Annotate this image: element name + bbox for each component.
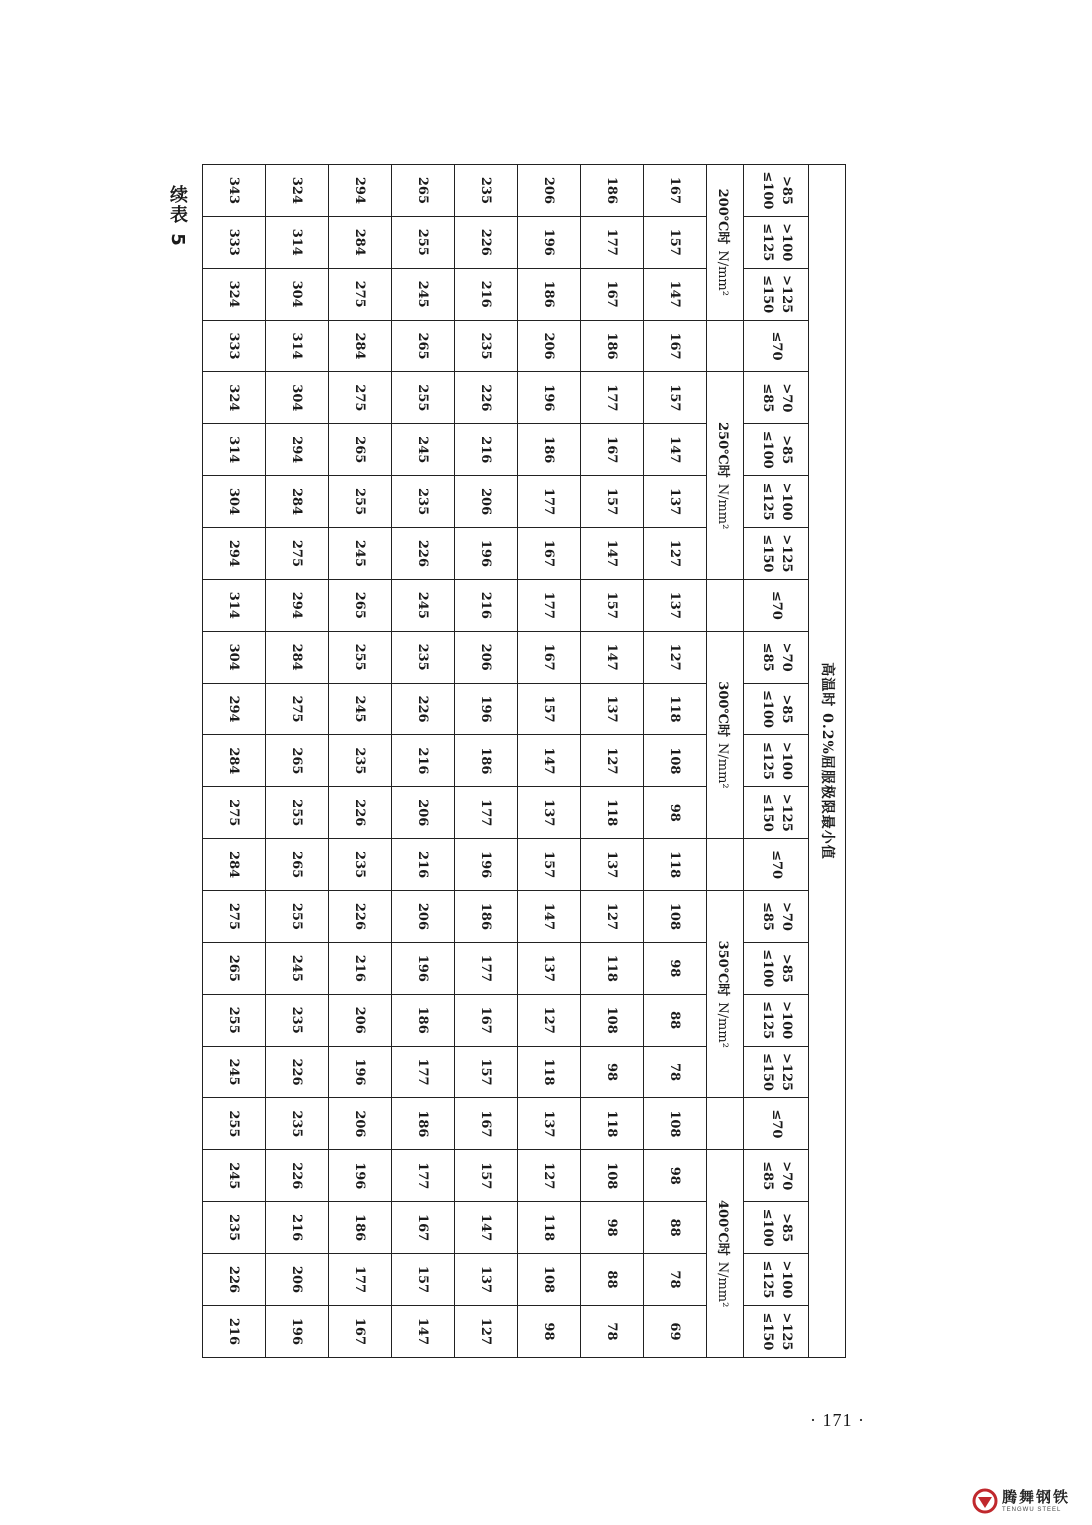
table-cell: 255: [392, 216, 455, 268]
table-cell: 108: [581, 1150, 644, 1202]
table-cell: 118: [644, 683, 707, 735]
range-lower-bound: >85: [778, 1213, 794, 1243]
range-lower-bound: >100: [778, 1260, 794, 1299]
table-cell: 167: [455, 1098, 518, 1150]
table-cell: 265: [329, 579, 392, 631]
watermark: [972, 1488, 1070, 1514]
table-cell: 275: [203, 787, 266, 839]
thickness-range-header: [744, 268, 809, 320]
table-cell: 118: [518, 1202, 581, 1254]
table-cell: 235: [329, 839, 392, 891]
range-upper-bound: ≤125: [760, 223, 775, 262]
table-cell: 108: [581, 994, 644, 1046]
table-cell: 206: [266, 1254, 329, 1306]
table-cell: 216: [455, 579, 518, 631]
range-lower-bound: >70: [778, 1161, 794, 1191]
table-body: [203, 165, 707, 1358]
table-cell: 265: [266, 735, 329, 787]
table-cell: 226: [329, 787, 392, 839]
range-lower-bound: >125: [778, 1312, 794, 1351]
table-cell: 177: [518, 476, 581, 528]
table-cell: 333: [203, 320, 266, 372]
range-upper-bound: ≤85: [760, 383, 775, 413]
table-cell: 186: [518, 268, 581, 320]
table-cell: 98: [644, 787, 707, 839]
table-cell: 137: [644, 476, 707, 528]
table-cell: 167: [644, 320, 707, 372]
table-cell: 196: [518, 372, 581, 424]
table-cell: 147: [518, 891, 581, 943]
table-cell: 216: [329, 942, 392, 994]
table-cell: 235: [266, 994, 329, 1046]
table-cell: 255: [329, 631, 392, 683]
table-cell: 137: [518, 787, 581, 839]
table-cell: 147: [581, 631, 644, 683]
table-cell: 186: [392, 994, 455, 1046]
table-cell: 167: [518, 631, 581, 683]
table-cell: 147: [581, 528, 644, 580]
thickness-range-header: [744, 1202, 809, 1254]
thickness-range-header: [744, 320, 809, 372]
table-cell: 304: [266, 372, 329, 424]
table-cell: 284: [203, 839, 266, 891]
table-cell: 137: [518, 1098, 581, 1150]
temperature-label: 350℃时: [715, 940, 731, 997]
table-cell: 167: [581, 424, 644, 476]
table-cell: 284: [329, 320, 392, 372]
table-cell: 226: [203, 1254, 266, 1306]
table-cell: 226: [266, 1046, 329, 1098]
table-cell: 245: [203, 1150, 266, 1202]
table-cell: 314: [203, 424, 266, 476]
table-cell: 127: [644, 528, 707, 580]
table-cell: 275: [329, 268, 392, 320]
range-upper-bound: ≤100: [760, 949, 775, 988]
temperature-group-header: [707, 165, 744, 321]
table-cell: 186: [455, 735, 518, 787]
table-cell: 255: [203, 1098, 266, 1150]
range-upper-bound: ≤100: [760, 1208, 775, 1247]
table-cell: 186: [329, 1202, 392, 1254]
table-cell: 167: [455, 994, 518, 1046]
table-cell: 167: [392, 1202, 455, 1254]
table-cell: 235: [266, 1098, 329, 1150]
table-cell: 118: [518, 1046, 581, 1098]
thickness-range-header: [744, 424, 809, 476]
table-cell: 118: [581, 787, 644, 839]
table-cell: 177: [455, 942, 518, 994]
unit-label: N/mm²: [715, 1002, 731, 1048]
table-cell: 196: [266, 1305, 329, 1357]
table-cell: 314: [203, 579, 266, 631]
range-upper-bound: ≤125: [760, 482, 775, 521]
table-cell: 206: [329, 1098, 392, 1150]
range-upper-bound: ≤150: [760, 275, 775, 314]
table-cell: 245: [329, 683, 392, 735]
range-lower-bound: >85: [778, 953, 794, 983]
unit-label: N/mm²: [715, 1261, 731, 1308]
table-cell: 127: [455, 1305, 518, 1357]
table-cell: 137: [518, 942, 581, 994]
table-cell: 216: [455, 424, 518, 476]
table-cell: 177: [455, 787, 518, 839]
table-cell: 98: [518, 1305, 581, 1357]
table-cell: 226: [455, 372, 518, 424]
temperature-group-header: [707, 1098, 744, 1150]
table-cell: 294: [266, 424, 329, 476]
range-upper-bound: ≤85: [760, 1161, 775, 1191]
range-lower-bound: >125: [778, 793, 794, 832]
table-cell: 118: [581, 942, 644, 994]
thickness-range-header: [744, 1098, 809, 1150]
table-cell: 137: [455, 1254, 518, 1306]
thickness-range-header: [744, 735, 809, 787]
thickness-range-header: [744, 216, 809, 268]
range-upper-bound: ≤150: [760, 1053, 775, 1092]
table-cell: 255: [392, 372, 455, 424]
table-cell: 284: [329, 216, 392, 268]
temperature-group-header: [707, 1150, 744, 1358]
table-cell: 206: [455, 631, 518, 683]
thickness-range-row: [744, 165, 809, 1358]
table-cell: 226: [266, 1150, 329, 1202]
temperature-group-header: [707, 320, 744, 372]
table-cell: 265: [203, 942, 266, 994]
thickness-range-header: [744, 579, 809, 631]
temperature-label: 300℃时: [715, 681, 731, 737]
table-cell: 226: [392, 683, 455, 735]
unit-label: N/mm²: [715, 743, 731, 789]
range-upper-bound: ≤100: [760, 690, 775, 729]
thickness-range-header: [744, 1046, 809, 1098]
range-lower-bound: >100: [778, 1001, 794, 1040]
table-cell: 265: [392, 165, 455, 217]
watermark-text-en: TENGWU STEEL: [1002, 1506, 1062, 1513]
table-row: [329, 165, 392, 1358]
table-cell: 284: [266, 631, 329, 683]
thickness-range-header: [744, 1254, 809, 1306]
thickness-range-header: [744, 891, 809, 943]
table-cell: 108: [644, 735, 707, 787]
table-cell: 196: [518, 216, 581, 268]
table-cell: 78: [644, 1046, 707, 1098]
table-cell: 284: [203, 735, 266, 787]
range-lower-bound: >100: [778, 223, 794, 262]
table-cell: 314: [266, 320, 329, 372]
yield-strength-table-wrapper: [214, 164, 846, 1358]
table-cell: 157: [392, 1254, 455, 1306]
thickness-range-header: [744, 787, 809, 839]
table-cell: 284: [266, 476, 329, 528]
table-cell: 333: [203, 216, 266, 268]
table-cell: 108: [644, 1098, 707, 1150]
thickness-range-header: [744, 165, 809, 217]
table-cell: 196: [455, 528, 518, 580]
table-cell: 137: [581, 683, 644, 735]
table-cell: 304: [203, 476, 266, 528]
table-cell: 206: [392, 787, 455, 839]
temperature-group-header: [707, 579, 744, 631]
table-cell: 314: [266, 216, 329, 268]
table-cell: 206: [329, 994, 392, 1046]
temperature-group-header: [707, 891, 744, 1098]
thickness-range-header: [744, 631, 809, 683]
table-cell: 137: [581, 839, 644, 891]
table-cell: 235: [392, 631, 455, 683]
table-cell: 108: [644, 891, 707, 943]
table-cell: 186: [518, 424, 581, 476]
table-cell: 226: [392, 528, 455, 580]
table-cell: 98: [581, 1202, 644, 1254]
table-cell: 98: [644, 942, 707, 994]
thickness-range-header: [744, 942, 809, 994]
table-row: [455, 165, 518, 1358]
table-cell: 177: [581, 216, 644, 268]
table-cell: 196: [329, 1150, 392, 1202]
table-cell: 255: [203, 994, 266, 1046]
table-cell: 177: [581, 372, 644, 424]
table-cell: 177: [392, 1046, 455, 1098]
table-cell: 216: [392, 839, 455, 891]
table-cell: 245: [266, 942, 329, 994]
table-cell: 127: [644, 631, 707, 683]
table-cell: 245: [203, 1046, 266, 1098]
table-cell: 235: [329, 735, 392, 787]
table-cell: 88: [644, 1202, 707, 1254]
table-cell: 186: [581, 165, 644, 217]
table-cell: 235: [203, 1202, 266, 1254]
table-cell: 167: [581, 268, 644, 320]
table-cell: 196: [455, 683, 518, 735]
table-cell: 235: [455, 165, 518, 217]
range-lower-bound: >70: [778, 901, 794, 931]
range-upper-bound: ≤70: [769, 331, 785, 361]
table-cell: 167: [329, 1305, 392, 1357]
range-lower-bound: >85: [778, 175, 794, 205]
range-lower-bound: >85: [778, 435, 794, 465]
range-lower-bound: >100: [778, 741, 794, 780]
table-cell: 118: [581, 1098, 644, 1150]
table-cell: 294: [203, 683, 266, 735]
table-cell: 265: [266, 839, 329, 891]
table-cell: 235: [455, 320, 518, 372]
table-cell: 216: [266, 1202, 329, 1254]
table-title: 续表 5: [167, 185, 188, 248]
table-cell: 98: [581, 1046, 644, 1098]
thickness-range-header: [744, 1150, 809, 1202]
temperature-label: 250℃时: [715, 421, 731, 478]
table-cell: 245: [392, 579, 455, 631]
table-row: [644, 165, 707, 1358]
table-cell: 157: [455, 1046, 518, 1098]
table-cell: 206: [455, 476, 518, 528]
range-upper-bound: ≤125: [760, 1260, 775, 1299]
range-upper-bound: ≤70: [769, 850, 785, 880]
table-row: [266, 165, 329, 1358]
range-upper-bound: ≤150: [760, 1312, 775, 1351]
unit-label: N/mm²: [715, 250, 731, 296]
table-cell: 196: [455, 839, 518, 891]
table-cell: 127: [518, 994, 581, 1046]
range-lower-bound: >125: [778, 275, 794, 314]
table-cell: 196: [392, 942, 455, 994]
main-header-row: [809, 165, 846, 1358]
tengwu-logo-icon: [972, 1488, 998, 1514]
table-cell: 157: [518, 839, 581, 891]
temperature-label: 200℃时: [715, 188, 731, 245]
range-upper-bound: ≤125: [760, 1001, 775, 1040]
table-cell: 324: [266, 165, 329, 217]
table-cell: 167: [518, 528, 581, 580]
table-cell: 157: [518, 683, 581, 735]
table-cell: 157: [455, 1150, 518, 1202]
range-lower-bound: >70: [778, 642, 794, 672]
table-cell: 275: [329, 372, 392, 424]
table-cell: 157: [644, 216, 707, 268]
table-cell: 235: [392, 476, 455, 528]
range-upper-bound: ≤100: [760, 430, 775, 469]
table-cell: 343: [203, 165, 266, 217]
table-cell: 275: [266, 683, 329, 735]
table-cell: 177: [518, 579, 581, 631]
thickness-range-header: [744, 1305, 809, 1357]
table-cell: 206: [518, 165, 581, 217]
temperature-group-header: [707, 372, 744, 579]
table-cell: 88: [644, 994, 707, 1046]
table-cell: 69: [644, 1305, 707, 1357]
thickness-range-header: [744, 839, 809, 891]
table-cell: 304: [266, 268, 329, 320]
table-cell: 275: [203, 891, 266, 943]
table-cell: 177: [392, 1150, 455, 1202]
table-cell: 147: [644, 268, 707, 320]
range-upper-bound: ≤70: [769, 590, 785, 620]
table-cell: 78: [581, 1305, 644, 1357]
table-cell: 196: [329, 1046, 392, 1098]
table-cell: 324: [203, 268, 266, 320]
range-upper-bound: ≤150: [760, 793, 775, 832]
table-cell: 304: [203, 631, 266, 683]
yield-strength-table: [202, 164, 846, 1358]
table-cell: 245: [392, 424, 455, 476]
table-cell: 127: [518, 1150, 581, 1202]
table-cell: 216: [455, 268, 518, 320]
table-cell: 186: [455, 891, 518, 943]
table-cell: 265: [392, 320, 455, 372]
table-cell: 147: [518, 735, 581, 787]
table-cell: 157: [581, 579, 644, 631]
temperature-row: [707, 165, 744, 1358]
table-cell: 245: [392, 268, 455, 320]
table-cell: 108: [518, 1254, 581, 1306]
temperature-group-header: [707, 631, 744, 838]
table-cell: 206: [518, 320, 581, 372]
table-cell: 206: [392, 891, 455, 943]
thickness-range-header: [744, 528, 809, 580]
range-lower-bound: >85: [778, 694, 794, 724]
table-cell: 157: [644, 372, 707, 424]
range-upper-bound: ≤100: [760, 171, 775, 210]
table-cell: 137: [644, 579, 707, 631]
table-cell: 78: [644, 1254, 707, 1306]
table-cell: 245: [329, 528, 392, 580]
range-upper-bound: ≤150: [760, 534, 775, 573]
table-cell: 255: [266, 787, 329, 839]
table-cell: 88: [581, 1254, 644, 1306]
range-upper-bound: ≤125: [760, 741, 775, 780]
table-row: [203, 165, 266, 1358]
thickness-range-header: [744, 476, 809, 528]
range-lower-bound: >125: [778, 1053, 794, 1092]
unit-label: N/mm²: [715, 483, 731, 530]
table-cell: 255: [266, 891, 329, 943]
table-cell: 294: [329, 165, 392, 217]
table-cell: 167: [644, 165, 707, 217]
table-cell: 118: [644, 839, 707, 891]
table-cell: 157: [581, 476, 644, 528]
table-cell: 127: [581, 891, 644, 943]
range-upper-bound: ≤85: [760, 901, 775, 931]
rotated-table-container: [214, 164, 846, 1358]
page-number: · 171 ·: [810, 1410, 865, 1430]
thickness-range-header: [744, 372, 809, 424]
table-cell: 294: [203, 528, 266, 580]
table-cell: 147: [392, 1305, 455, 1357]
thickness-range-header: [744, 683, 809, 735]
table-cell: 216: [392, 735, 455, 787]
range-upper-bound: ≤70: [769, 1109, 785, 1139]
table-cell: 265: [329, 424, 392, 476]
table-cell: 127: [581, 735, 644, 787]
table-cell: 177: [329, 1254, 392, 1306]
range-lower-bound: >125: [778, 534, 794, 573]
range-upper-bound: ≤85: [760, 642, 775, 672]
table-row: [392, 165, 455, 1358]
table-cell: 186: [392, 1098, 455, 1150]
table-cell: 294: [266, 579, 329, 631]
watermark-text-cn: 腾舞钢铁: [1002, 1487, 1071, 1506]
thickness-range-header: [744, 994, 809, 1046]
temperature-group-header: [707, 839, 744, 891]
table-cell: 255: [329, 476, 392, 528]
table-cell: 275: [266, 528, 329, 580]
table-cell: 216: [203, 1305, 266, 1357]
table-cell: 186: [581, 320, 644, 372]
table-cell: 324: [203, 372, 266, 424]
table-cell: 98: [644, 1150, 707, 1202]
table-cell: 147: [644, 424, 707, 476]
table-cell: 226: [329, 891, 392, 943]
table-cell: 147: [455, 1202, 518, 1254]
range-lower-bound: >100: [778, 482, 794, 521]
temperature-label: 400℃时: [715, 1199, 731, 1256]
table-cell: 226: [455, 216, 518, 268]
range-lower-bound: >70: [778, 383, 794, 413]
main-header: 高温时 0.2%屈服极限最小值: [809, 165, 846, 1358]
table-row: [581, 165, 644, 1358]
table-row: [518, 165, 581, 1358]
